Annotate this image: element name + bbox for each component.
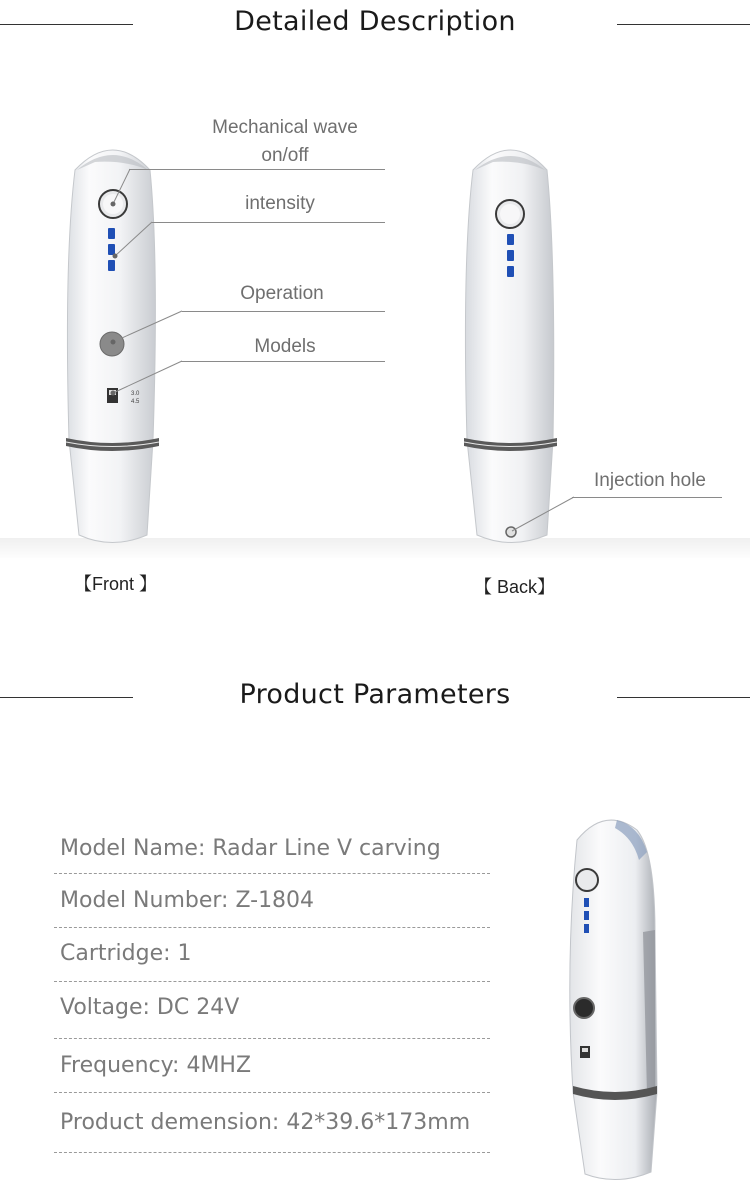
callout-operation: Operation	[240, 283, 324, 304]
leader-intensity	[112, 218, 157, 263]
callout-line-intensity	[152, 222, 385, 223]
callout-line-injection-hole	[572, 497, 722, 498]
param-dimension: Product demension: 42*39.6*173mm	[60, 1110, 471, 1135]
callout-line-operation	[182, 311, 385, 312]
back-intensity-led-3	[507, 266, 514, 277]
product-intensity-led-1	[584, 898, 589, 907]
callout-mechanical-wave: Mechanical wave on/off	[212, 117, 358, 166]
param-frequency: Frequency: 4MHZ	[60, 1053, 252, 1078]
param-divider	[54, 1038, 490, 1039]
product-intensity-led-3	[584, 924, 589, 933]
back-power-button-icon	[496, 200, 524, 228]
caption-front: 【Front 】	[74, 574, 158, 594]
leader-operation	[110, 307, 186, 347]
param-model-name: Model Name: Radar Line V carving	[60, 836, 441, 861]
mode-label-top: 3.0	[131, 391, 140, 397]
param-divider	[54, 873, 490, 874]
back-device-image	[455, 140, 570, 550]
description-title: Detailed Description	[234, 6, 516, 37]
callout-line-models	[181, 361, 385, 362]
param-divider	[54, 981, 490, 982]
callout-injection-hole: Injection hole	[594, 470, 706, 491]
callout-intensity: intensity	[245, 193, 315, 214]
leader-injection-hole	[508, 493, 578, 535]
param-divider	[54, 927, 490, 928]
param-cartridge: Cartridge: 1	[60, 941, 192, 966]
param-voltage: Voltage: DC 24V	[60, 995, 240, 1020]
back-intensity-led-1	[507, 234, 514, 245]
callout-line-mechanical-wave	[129, 169, 385, 170]
product-intensity-led-2	[584, 911, 589, 920]
leader-models	[110, 357, 186, 397]
mode-label-bottom: 4.5	[131, 399, 140, 405]
param-divider	[54, 1092, 490, 1093]
product-angled-image	[555, 812, 675, 1192]
param-divider	[54, 1152, 490, 1153]
product-power-button-icon	[576, 869, 598, 891]
back-intensity-led-2	[507, 250, 514, 261]
parameters-title: Product Parameters	[239, 679, 511, 710]
leader-mechanical-wave	[110, 165, 140, 210]
product-operation-button-icon	[574, 998, 594, 1018]
caption-back: 【 Back】	[474, 577, 556, 597]
callout-models: Models	[254, 336, 316, 357]
param-model-number: Model Number: Z-1804	[60, 888, 315, 913]
